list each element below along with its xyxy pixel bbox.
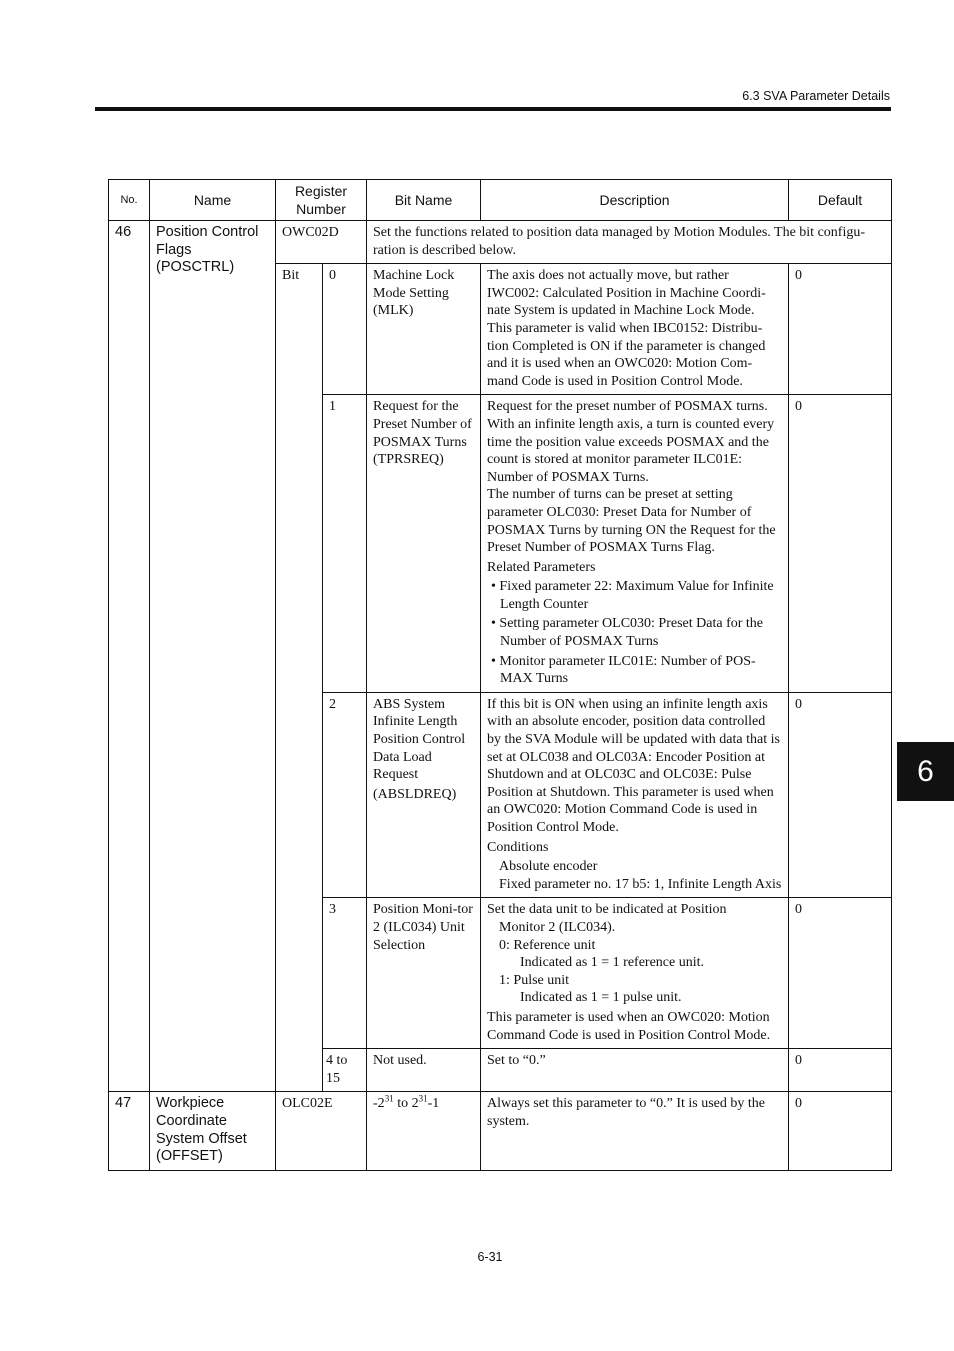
description-paragraph: Set the data unit to be indicated at Position [487, 902, 727, 918]
param-description: Always set this parameter to “0.” It is used by the system. [481, 1092, 789, 1170]
table-header-row [109, 180, 892, 221]
header-bit-name: Bit Name [367, 180, 481, 221]
description-paragraph: If this bit is ON when using an infinite length axis with an absolute encoder, position data controlled by the SVA Module will be updated with data that is set at OLC038 and OLC03A: Encoder Position at Shutdown and at OLC03C and OLC03E: Pulse Position at Shutdown. This parameter is used when an OWC020: Motion Command Code is used in Position Control Mode. [487, 696, 780, 835]
param-name-line: Position Control [156, 224, 259, 240]
conditions-title: Conditions [487, 839, 549, 855]
list-item: Absolute encoder [499, 859, 598, 875]
list-item: Fixed parameter no. 17 b5: 1, Infinite Length Axis [499, 876, 782, 892]
option-note: Indicated as 1 = 1 pulse unit. [520, 990, 682, 1006]
bit-description: Set to “0.” [481, 1049, 789, 1092]
param-name-line: System Offset [156, 1130, 247, 1147]
param-intro: Set the functions related to position data managed by Motion Modules. The bit configu-ration is described below. [367, 221, 892, 264]
bit-description: The axis does not actually move, but rather IWC002: Calculated Position in Machine Coordi-nate System is updated in Machine Lock Mode. This parameter is valid when IBC0152: Distribu-tion Completed is ON if the parameter is changed and it is used when an OWC020: Motion Com-mand Code is used in Position Control Mode. [481, 264, 789, 395]
range-base: -2 [373, 1096, 385, 1112]
bit-name-line: ABS System Infinite Length Position Control Data Load Request [373, 696, 466, 783]
param-name-line: (POSCTRL) [156, 259, 235, 276]
list-item: • Fixed parameter 22: Maximum Value for Infinite Length Counter [491, 579, 774, 612]
param-name-line: (OFFSET) [156, 1148, 223, 1165]
bit-description [481, 898, 789, 1049]
list-item: • Monitor parameter ILC01E: Number of POS-MAX Turns [491, 653, 756, 687]
bit-default: 0 [789, 692, 892, 898]
bit-default: 0 [789, 898, 892, 1049]
description-paragraph: Request for the preset number of POSMAX turns. With an infinite length axis, a turn is counted every time the position value exceeds POSMAX and the count is stored at monitor parameter ILC01E: Number of POSMAX Turns. [487, 399, 775, 485]
bit-number: 3 [323, 898, 367, 1049]
table-row [109, 221, 892, 264]
section-title: 6.3 SVA Parameter Details [742, 89, 890, 103]
bit-number: 0 [323, 264, 367, 395]
bit-name: Position Moni-tor 2 (ILC034) Unit Selection [367, 898, 481, 1049]
param-name [150, 1092, 276, 1170]
related-parameters-title: Related Parameters [487, 559, 596, 575]
header-description: Description [481, 180, 789, 221]
chapter-tab: 6 [897, 742, 954, 801]
bit-default: 0 [789, 395, 892, 693]
bit-name: Request for the Preset Number of POSMAX Turns (TPRSREQ) [367, 395, 481, 693]
range-mid: to 2 [393, 1096, 419, 1112]
range-tail: -1 [427, 1096, 440, 1112]
bit-label: Bit [276, 264, 323, 1092]
table-row [109, 1092, 892, 1170]
description-paragraph: This parameter is used when an OWC020: Motion Command Code is used in Position Control Mode. [487, 1009, 771, 1043]
bit-number: 2 [323, 692, 367, 898]
param-name-line: Workpiece [156, 1095, 225, 1112]
bit-name [367, 692, 481, 898]
bit-default: 0 [789, 1049, 892, 1092]
bit-description [481, 692, 789, 898]
param-name-line: Coordinate [156, 1112, 227, 1129]
description-paragraph: Monitor 2 (ILC034). [499, 919, 616, 935]
param-number: 46 [109, 221, 150, 1092]
bit-name-line: (ABSLDREQ) [373, 786, 457, 802]
param-default: 0 [789, 1092, 892, 1170]
param-name [150, 221, 276, 1092]
param-number: 47 [109, 1092, 150, 1170]
value-range [367, 1092, 481, 1170]
register-number: OWC02D [276, 221, 367, 264]
bit-name: Machine Lock Mode Setting (MLK) [367, 264, 481, 395]
bit-name: Not used. [367, 1049, 481, 1092]
page-number: 6-31 [477, 1250, 503, 1264]
header-register-number: Register Number [276, 180, 367, 221]
param-name-line: Flags [156, 241, 192, 258]
range-exponent: 31 [418, 1093, 428, 1104]
list-item: • Setting parameter OLC030: Preset Data for the Number of POSMAX Turns [491, 616, 764, 650]
header-rule [95, 107, 891, 111]
description-paragraph: The number of turns can be preset at setting parameter OLC030: Preset Data for Number of POSMAX Turns by turning ON the Request for the Preset Number of POSMAX Turns Flag. [487, 487, 776, 556]
option-item: 1: Pulse unit [499, 972, 570, 988]
range-exponent: 31 [384, 1093, 394, 1104]
header-no: No. [109, 180, 150, 221]
header-name: Name [150, 180, 276, 221]
bit-number: 4 to 15 [323, 1049, 367, 1092]
header-default: Default [789, 180, 892, 221]
option-item: 0: Reference unit [499, 937, 596, 953]
parameter-table [108, 179, 892, 1171]
bit-description [481, 395, 789, 693]
bit-default: 0 [789, 264, 892, 395]
bit-number: 1 [323, 395, 367, 693]
option-note: Indicated as 1 = 1 reference unit. [520, 955, 704, 971]
register-number: OLC02E [276, 1092, 367, 1170]
